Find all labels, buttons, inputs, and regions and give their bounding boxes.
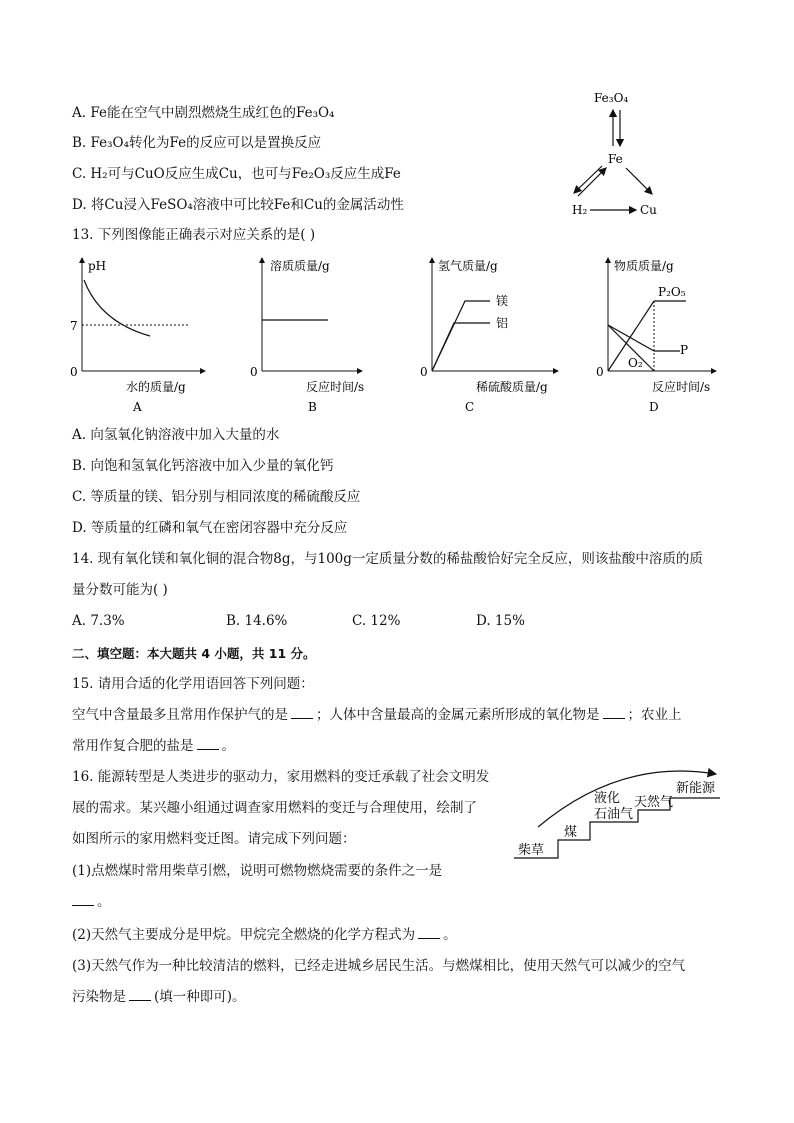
q14-option-b: B. 14.6% xyxy=(226,613,288,629)
graph-b-xlabel: 反应时间/s xyxy=(306,380,365,394)
answer-blank[interactable] xyxy=(72,893,94,906)
q13-option-d: D. 等质量的红磷和氧气在密闭容器中充分反应 xyxy=(72,520,348,536)
stair-coal: 煤 xyxy=(564,825,578,840)
graph-c-magnesium-line xyxy=(432,301,490,371)
fe-label: Fe xyxy=(608,152,623,166)
q16-part1-answer xyxy=(72,893,111,911)
q16-line2: 展的需求。某兴趣小组通过调查家用燃料的变迁与合理使用，绘制了 xyxy=(72,800,477,816)
arrow-fe-to-h2 xyxy=(574,166,602,193)
q15-line1-part3: ；农业上 xyxy=(627,707,682,723)
graph-c-ylabel: 氢气质量/g xyxy=(438,259,498,273)
stair-lpg-line1: 液化 xyxy=(594,791,621,806)
stair-natural-gas: 天然气 xyxy=(634,795,674,810)
graph-a-origin: 0 xyxy=(70,365,78,379)
q13-option-b: B. 向饱和氢氧化钙溶液中加入少量的氧化钙 xyxy=(72,458,334,474)
graph-b xyxy=(250,258,364,414)
q15-line1 xyxy=(72,706,682,724)
graph-d-label-p2o5: P₂O₅ xyxy=(658,285,686,299)
graph-d-p-line xyxy=(608,325,654,351)
q15-line2 xyxy=(72,737,235,755)
q15-line1-part1: 空气中含量最多且常用作保护气的是 xyxy=(72,707,288,723)
q14-option-a: A. 7.3% xyxy=(72,613,125,629)
graph-d-label-o2: O₂ xyxy=(628,356,643,370)
q14-stem-line1: 14. 现有氧化镁和氧化铜的混合物8g，与100g一定质量分数的稀盐酸恰好完全反应，则该盐酸中溶质的质 xyxy=(72,551,703,567)
graph-d-letter: D xyxy=(649,400,659,414)
answer-blank[interactable] xyxy=(291,706,313,719)
q14-stem-line2: 量分数可能为( ) xyxy=(72,582,168,598)
q16-part2-text: (2)天然气主要成分是甲烷。甲烷完全燃烧的化学方程式为 xyxy=(72,927,416,943)
graph-b-ylabel: 溶质质量/g xyxy=(270,259,330,273)
q15-line1-part2: ；人体中含量最高的金属元素所形成的氧化物是 xyxy=(316,707,600,723)
fuel-transition-diagram xyxy=(510,764,735,864)
graph-c xyxy=(420,258,558,414)
q13-option-c: C. 等质量的镁、铝分别与相同浓度的稀硫酸反应 xyxy=(72,489,361,505)
graph-c-aluminum-line xyxy=(432,323,490,371)
graph-d-origin: 0 xyxy=(596,365,604,379)
h2-label: H₂ xyxy=(572,203,588,217)
q12-option-a: A. Fe能在空气中剧烈燃烧生成红色的Fe₃O₄ xyxy=(72,105,335,121)
graph-d-xlabel: 反应时间/s xyxy=(652,380,711,394)
graph-d xyxy=(596,258,716,414)
graph-b-letter: B xyxy=(308,400,317,414)
graph-d-ylabel: 物质质量/g xyxy=(614,259,674,273)
answer-blank[interactable] xyxy=(418,926,440,939)
section-heading: 二、填空题：本大题共 4 小题，共 11 分。 xyxy=(72,646,316,661)
q14-option-c: C. 12% xyxy=(352,613,401,629)
q15-line2-part2: 。 xyxy=(221,738,235,754)
q15-line2-part1: 常用作复合肥的盐是 xyxy=(72,738,194,754)
q14-option-d: D. 15% xyxy=(476,613,525,629)
answer-blank[interactable] xyxy=(197,737,219,750)
graph-c-label-mg: 镁 xyxy=(496,294,509,308)
q16-part3-line1: (3)天然气作为一种比较清洁的燃料，已经走进城乡居民生活。与燃煤相比，使用天然气可以减少的空气 xyxy=(72,958,686,974)
q13-option-a: A. 向氢氧化钠溶液中加入大量的水 xyxy=(72,427,280,443)
q12-option-b: B. Fe₃O₄转化为Fe的反应可以是置换反应 xyxy=(72,135,322,151)
graph-a-letter: A xyxy=(133,400,142,414)
arrow-fe-to-cu xyxy=(626,168,652,194)
fe3o4-label: Fe₃O₄ xyxy=(594,91,629,105)
iron-transformation-diagram xyxy=(560,86,680,226)
graph-a-ylabel: pH xyxy=(88,259,107,273)
answer-blank[interactable] xyxy=(603,706,625,719)
q16-part3-line2 xyxy=(72,988,246,1006)
q12-option-d: D. 将Cu浸入FeSO₄溶液中可比较Fe和Cu的金属活动性 xyxy=(72,197,404,213)
answer-blank[interactable] xyxy=(129,988,151,1001)
q12-option-c: C. H₂可与CuO反应生成Cu，也可与Fe₂O₃反应生成Fe xyxy=(72,166,401,182)
q16-part2-end: 。 xyxy=(443,927,457,943)
q16-part1-end: 。 xyxy=(97,894,111,910)
stair-new-energy: 新能源 xyxy=(676,781,716,796)
q15-stem: 15. 请用合适的化学用语回答下列问题： xyxy=(72,676,314,692)
graph-a-xlabel: 水的质量/g xyxy=(126,380,186,394)
cu-label: Cu xyxy=(640,203,657,217)
q16-part3-text: 污染物是 xyxy=(72,989,126,1005)
q13-stem: 13. 下列图像能正确表示对应关系的是( ) xyxy=(72,227,316,243)
graph-b-origin: 0 xyxy=(250,365,258,379)
q16-line1: 16. 能源转型是人类进步的驱动力，家用燃料的变迁承载了社会文明发 xyxy=(72,769,490,785)
q16-part1: (1)点燃煤时常用柴草引燃，说明可燃物燃烧需要的条件之一是 xyxy=(72,863,443,879)
graph-c-letter: C xyxy=(465,400,475,414)
q16-part3-end: (填一种即可)。 xyxy=(154,989,246,1005)
arrow-h2-to-fe xyxy=(578,168,606,196)
q16-line3: 如图所示的家用燃料变迁图。请完成下列问题： xyxy=(72,831,356,847)
graph-c-label-al: 铝 xyxy=(496,316,509,330)
graph-a-curve xyxy=(84,280,150,336)
graph-c-xlabel: 稀硫酸质量/g xyxy=(476,380,548,394)
graph-a xyxy=(70,258,205,414)
stair-firewood: 柴草 xyxy=(518,843,545,858)
q13-graphs xyxy=(60,250,740,420)
graph-d-label-p: P xyxy=(680,343,689,357)
graph-a-tick-7: 7 xyxy=(70,319,78,333)
graph-c-origin: 0 xyxy=(420,365,428,379)
q16-part2 xyxy=(72,926,457,944)
stair-lpg-line2: 石油气 xyxy=(594,807,634,822)
